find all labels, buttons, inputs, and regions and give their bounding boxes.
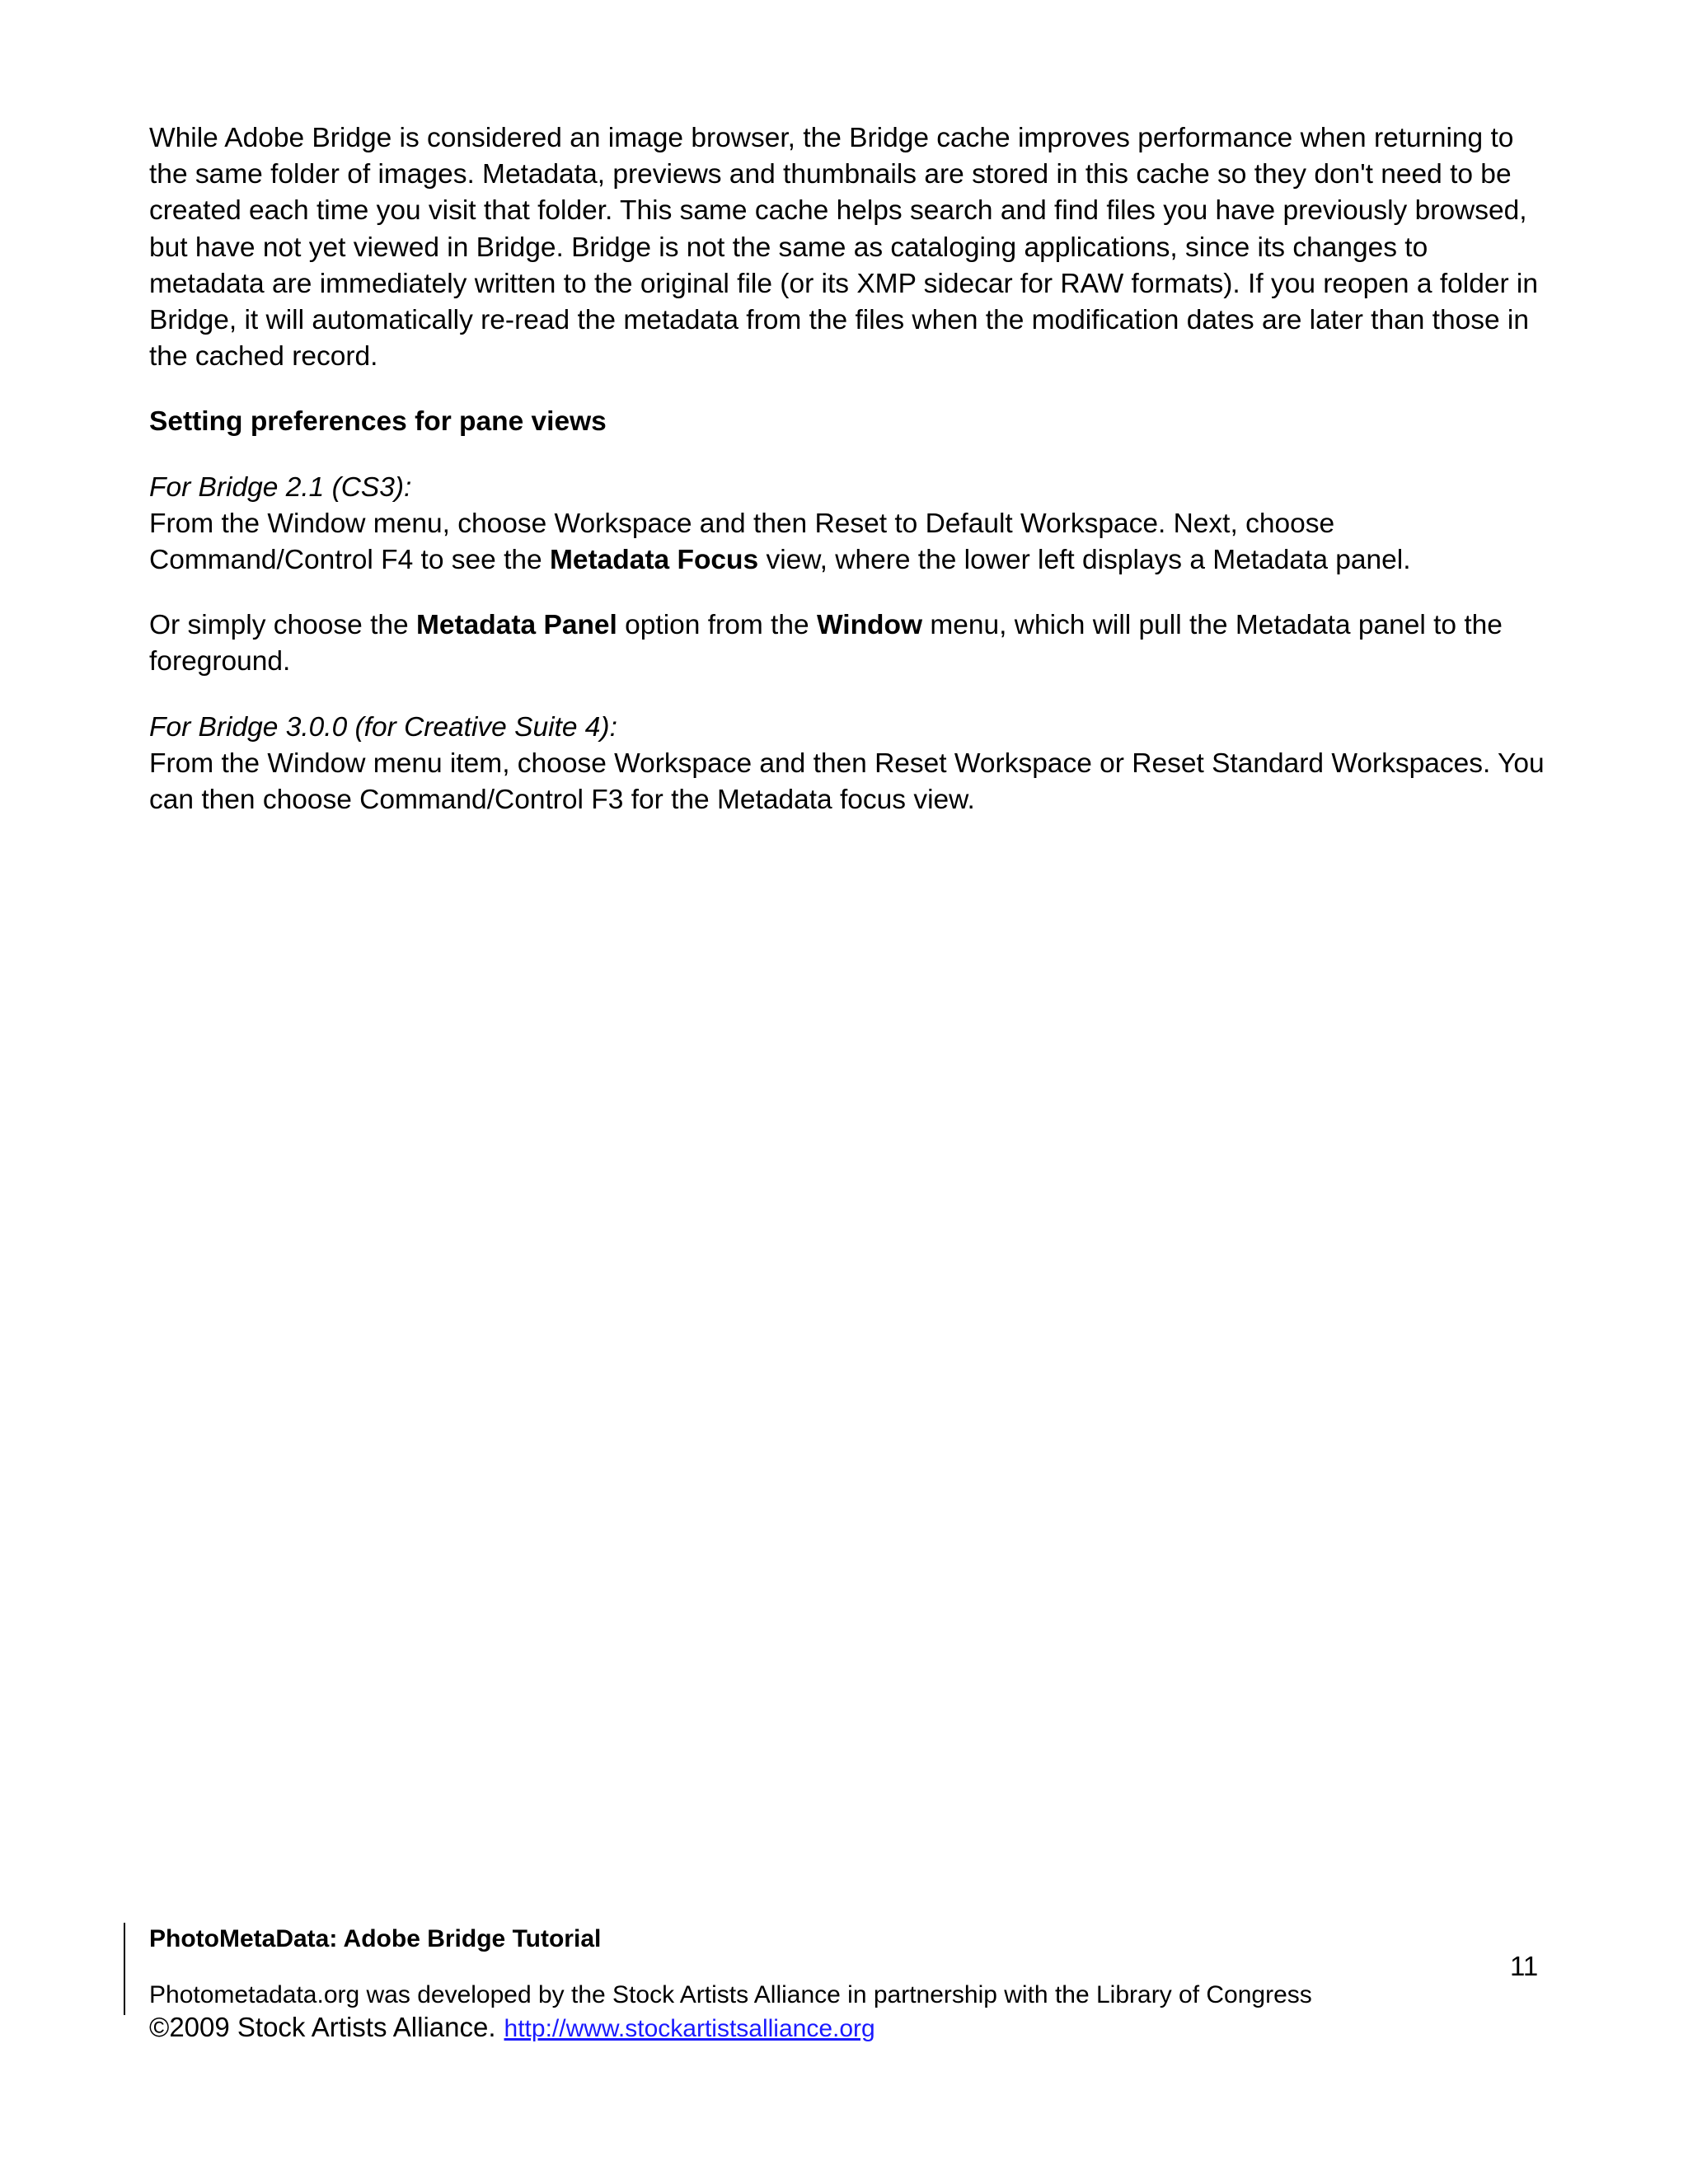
footer-credit: Photometadata.org was developed by the Stock Artists Alliance in partnership with the Library of Congress [149,1981,1312,2008]
alt-bold-1: Metadata Panel [415,610,617,641]
footer-divider-bar [124,1923,125,2015]
footer-title: PhotoMetaData: Adobe Bridge Tutorial [149,1925,602,1952]
alternative-paragraph [149,607,1550,680]
intro-paragraph: While Adobe Bridge is considered an image browser, the Bridge cache improves performance when returning to the same folder of images. Metadata, previews and thumbnails are stored in this cache so they don't need to be created each time you visit that folder. This same cache helps search and find files you have previously browsed, but have not yet viewed in Bridge. Bridge is not the same as cataloging applications, since its changes to metadata are immediately written to the original file (or its XMP sidecar for RAW formats). If you reopen a folder in Bridge, it will automatically re-read the metadata from the files when the modification dates are later than those in the cached record. [149,123,1538,373]
page-number: 11 [1510,1951,1539,1981]
page-body [149,120,1550,818]
footer-link[interactable]: http://www.stockartistsalliance.org [504,2015,875,2042]
cs3-bold-term: Metadata Focus [549,545,759,576]
cs3-text-before: From the Window menu, choose Workspace and then Reset to Default Workspace. Next, choose Command/Control F4 to see the [149,508,1335,576]
cs3-text-after: view, where the lower left displays a Metadata panel. [758,545,1411,576]
alt-text-1: Or simply choose the [149,610,416,641]
section-heading: Setting preferences for pane views [149,406,607,438]
alt-text-2: option from the [617,610,817,641]
footer-copyright: ©2009 Stock Artists Alliance. [149,2012,496,2042]
cs3-paragraph [149,506,1550,579]
alt-bold-2: Window [816,610,923,641]
cs4-paragraph: From the Window menu item, choose Workspace and then Reset Workspace or Reset Standard Workspaces. You can then choose Command/Control F3 for the Metadata focus view. [149,748,1545,816]
alt-text-3: menu, which will pull the Metadata panel to the foreground. [149,610,1503,677]
cs3-label: For Bridge 2.1 (CS3): [149,471,412,503]
cs4-label: For Bridge 3.0.0 (for Creative Suite 4): [149,711,617,743]
footer-copyright-line [149,2011,875,2046]
